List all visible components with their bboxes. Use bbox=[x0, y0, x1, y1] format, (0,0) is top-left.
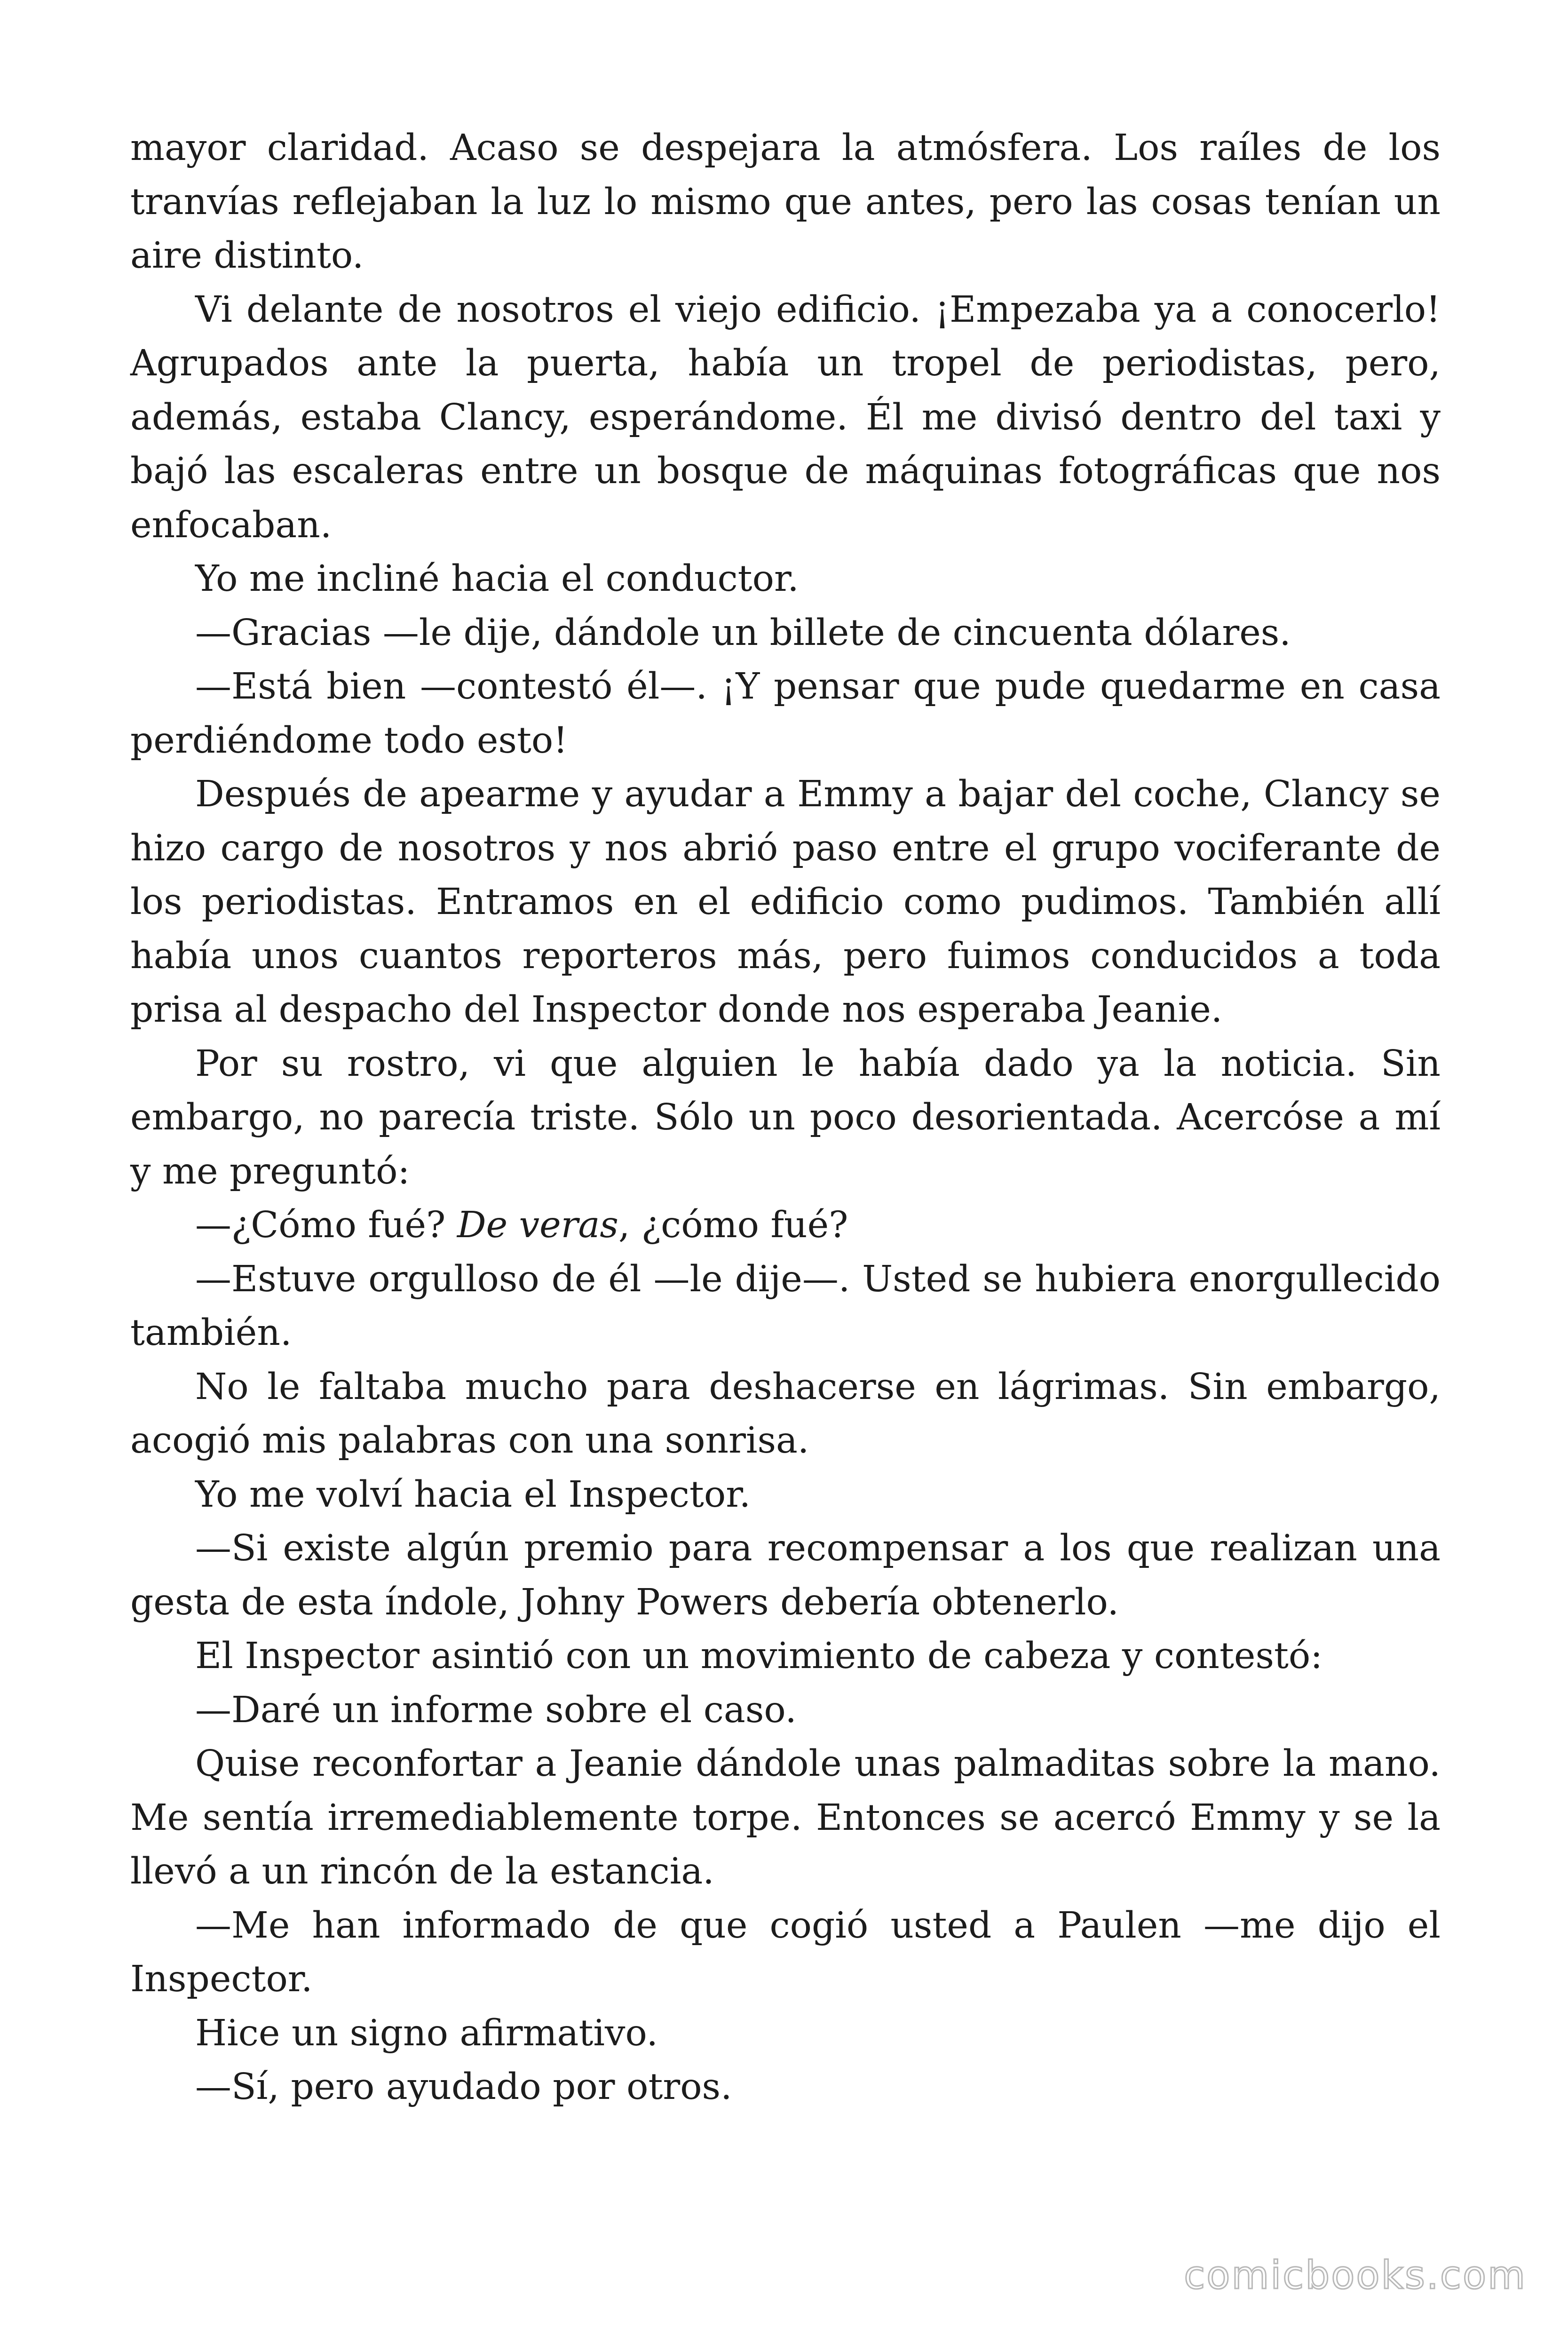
paragraph: Yo me volví hacia el Inspector. bbox=[195, 1473, 751, 1516]
paragraph: El Inspector asintió con un movimiento de cabeza y contestó: bbox=[195, 1635, 1323, 1677]
dialogue-text: —¿Cómo fué? bbox=[195, 1204, 457, 1246]
italic-emphasis: De veras bbox=[457, 1204, 618, 1246]
paragraph: mayor claridad. Acaso se despejara la atmósfera. Los raíles de los tranvías reflejaban la luz lo mismo que antes, pero las cosas tenían un aire distinto. bbox=[130, 127, 1441, 277]
watermark: comicbooks.com bbox=[1184, 2253, 1527, 2298]
paragraph: No le faltaba mucho para deshacerse en lágrimas. Sin embargo, acogió mis palabras con una sonrisa. bbox=[130, 1366, 1441, 1462]
paragraph: Yo me incliné hacia el conductor. bbox=[195, 558, 799, 600]
dialogue-text: , ¿cómo fué? bbox=[618, 1204, 848, 1246]
paragraph: Quise reconfortar a Jeanie dándole unas palmaditas sobre la mano. Me sentía irremediablemente torpe. Entonces se acercó Emmy y se la llevó a un rincón de la estancia. bbox=[130, 1743, 1441, 1892]
paragraph: —Está bien —contestó él—. ¡Y pensar que pude quedarme en casa perdiéndome todo esto! bbox=[130, 666, 1441, 762]
paragraph: Por su rostro, vi que alguien le había dado ya la noticia. Sin embargo, no parecía triste. Sólo un poco desorientada. Acercóse a mí y me preguntó: bbox=[130, 1042, 1441, 1192]
paragraph: Después de apearme y ayudar a Emmy a bajar del coche, Clancy se hizo cargo de nosotros y nos abrió paso entre el grupo vociferante de los periodistas. Entramos en el edificio como pudimos. También allí había unos cuantos reporteros más, pero fuimos conducidos a toda prisa al despacho del Inspector donde nos esperaba Jeanie. bbox=[130, 773, 1441, 1031]
paragraph: Vi delante de nosotros el viejo edificio. ¡Empezaba ya a conocerlo! Agrupados ante la puerta, había un tropel de periodistas, pero, además, estaba Clancy, esperándome. Él me divisó dentro del taxi y bajó las escaleras entre un bosque de máquinas fotográficas que nos enfocaban. bbox=[130, 288, 1441, 546]
paragraph: Hice un signo afirmativo. bbox=[195, 2012, 658, 2054]
body-text bbox=[130, 121, 1441, 2114]
paragraph: —Estuve orgulloso de él —le dije—. Usted se hubiera enorgullecido también. bbox=[130, 1258, 1441, 1354]
paragraph: —Me han informado de que cogió usted a Paulen —me dijo el Inspector. bbox=[130, 1904, 1441, 2000]
paragraph: —Si existe algún premio para recompensar a los que realizan una gesta de esta índole, Johny Powers debería obtenerlo. bbox=[130, 1527, 1441, 1623]
paragraph: —Gracias —le dije, dándole un billete de cincuenta dólares. bbox=[195, 612, 1291, 654]
paragraph: —Daré un informe sobre el caso. bbox=[195, 1689, 797, 1731]
paragraph: —Sí, pero ayudado por otros. bbox=[195, 2066, 732, 2108]
paragraph bbox=[130, 1199, 1441, 1253]
